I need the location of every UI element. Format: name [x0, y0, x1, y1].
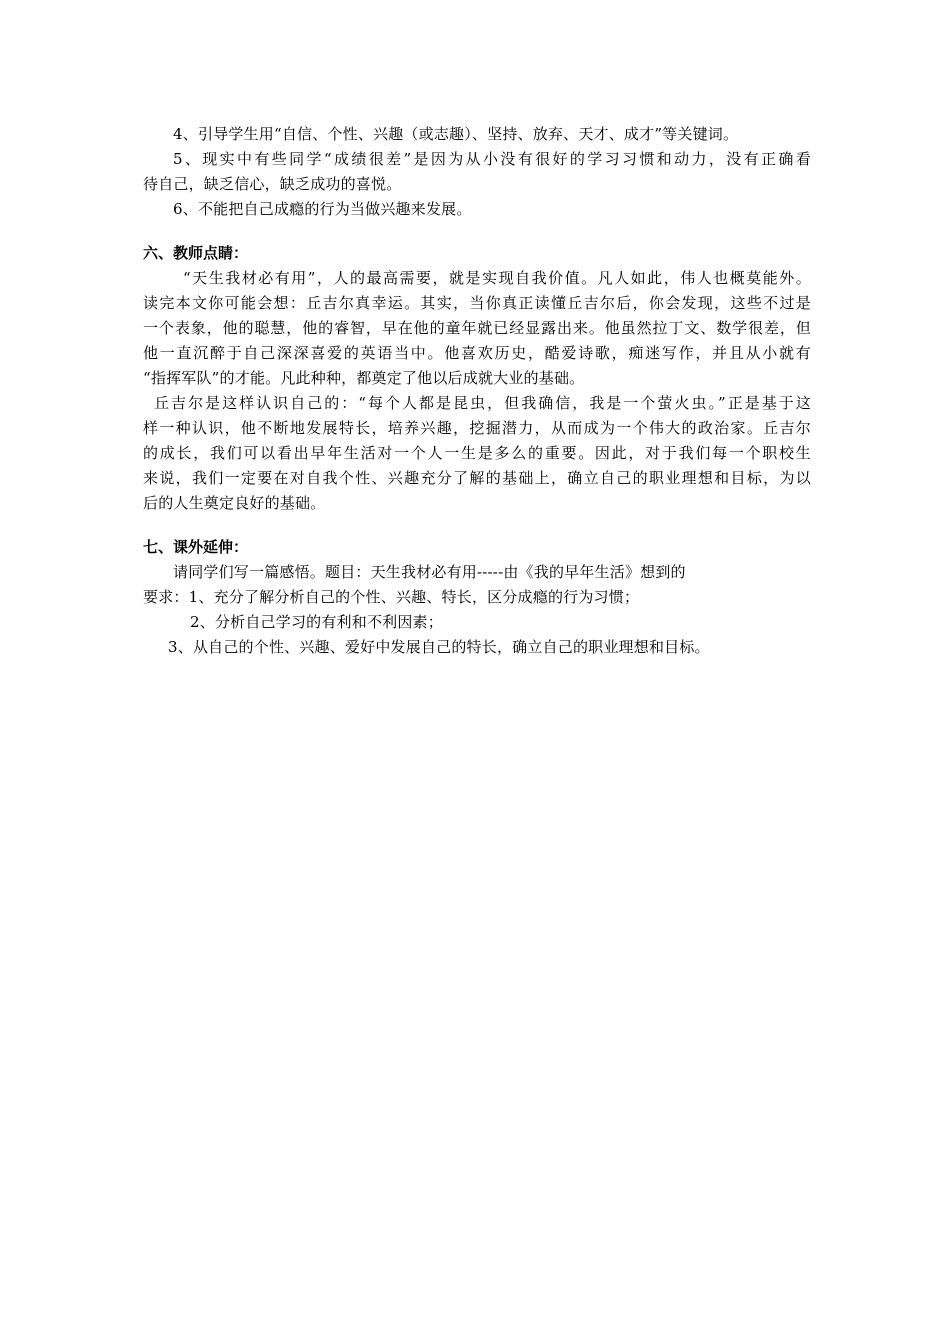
list-item-5-line-1: 5、现实中有些同学“成绩很差”是因为从小没有很好的学习习惯和动力，没有正确看: [173, 150, 811, 168]
paragraph-line: 读完本文你可能会想：丘吉尔真幸运。其实，当你真正读懂丘吉尔后，你会发现，这些不过是: [143, 294, 811, 312]
requirement-1: 要求：1、充分了解分析自己的个性、兴趣、特长，区分成瘾的行为习惯；: [143, 588, 640, 606]
paragraph-line: 来说，我们一定要在对自我个性、兴趣充分了解的基础上，确立自己的职业理想和目标，为以: [143, 469, 811, 487]
list-item-4: 4、引导学生用“自信、个性、兴趣（或志趣）、坚持、放弃、天才、成才”等关键词。: [173, 125, 739, 143]
paragraph-line: 一个表象，他的聪慧，他的睿智，早在他的童年就已经显露出来。他虽然拉丁文、数学很差，但: [143, 319, 811, 337]
paragraph-line: 样一种认识，他不断地发展特长，培养兴趣，挖掘潜力，从而成为一个伟大的政治家。丘吉尔: [143, 419, 811, 437]
requirement-3: 3、从自己的个性、兴趣、爱好中发展自己的特长，确立自己的职业理想和目标。: [168, 638, 710, 656]
section-6-paragraph-2: [143, 391, 811, 516]
section-6-heading: 六、教师点睛：: [143, 244, 249, 262]
paragraph-line: “天生我材必有用”，人的最高需要，就是实现自我价值。凡人如此，伟人也概莫能外。: [183, 269, 811, 287]
paragraph-line: 他一直沉醉于自己深深喜爱的英语当中。他喜欢历史，酷爱诗歌，痴迷写作，并且从小就有: [143, 344, 811, 362]
paragraph-line: 丘吉尔是这样认识自己的：“每个人都是昆虫，但我确信，我是一个萤火虫。”正是基于这: [154, 394, 811, 412]
section-6-paragraph-1: [143, 266, 811, 391]
document-page: [143, 122, 811, 660]
requirement-2: 2、分析自己学习的有利和不利因素；: [190, 613, 443, 631]
list-item-5-line-2: 待自己，缺乏信心，缺乏成功的喜悦。: [143, 175, 402, 193]
list-item-6: 6、不能把自己成瘾的行为当做兴趣来发展。: [173, 200, 472, 218]
assignment-intro: 请同学们写一篇感悟。题目：天生我材必有用-----由《我的早年生活》想到的: [173, 563, 686, 581]
paragraph-line: 的成长，我们可以看出早年生活对一个人一生是多么的重要。因此，对于我们每一个职校生: [143, 444, 811, 462]
section-7-heading: 七、课外延伸：: [143, 538, 249, 556]
paragraph-line: 后的人生奠定良好的基础。: [143, 494, 326, 512]
paragraph-line: “指挥军队”的才能。凡此种种，都奠定了他以后成就大业的基础。: [143, 369, 585, 387]
